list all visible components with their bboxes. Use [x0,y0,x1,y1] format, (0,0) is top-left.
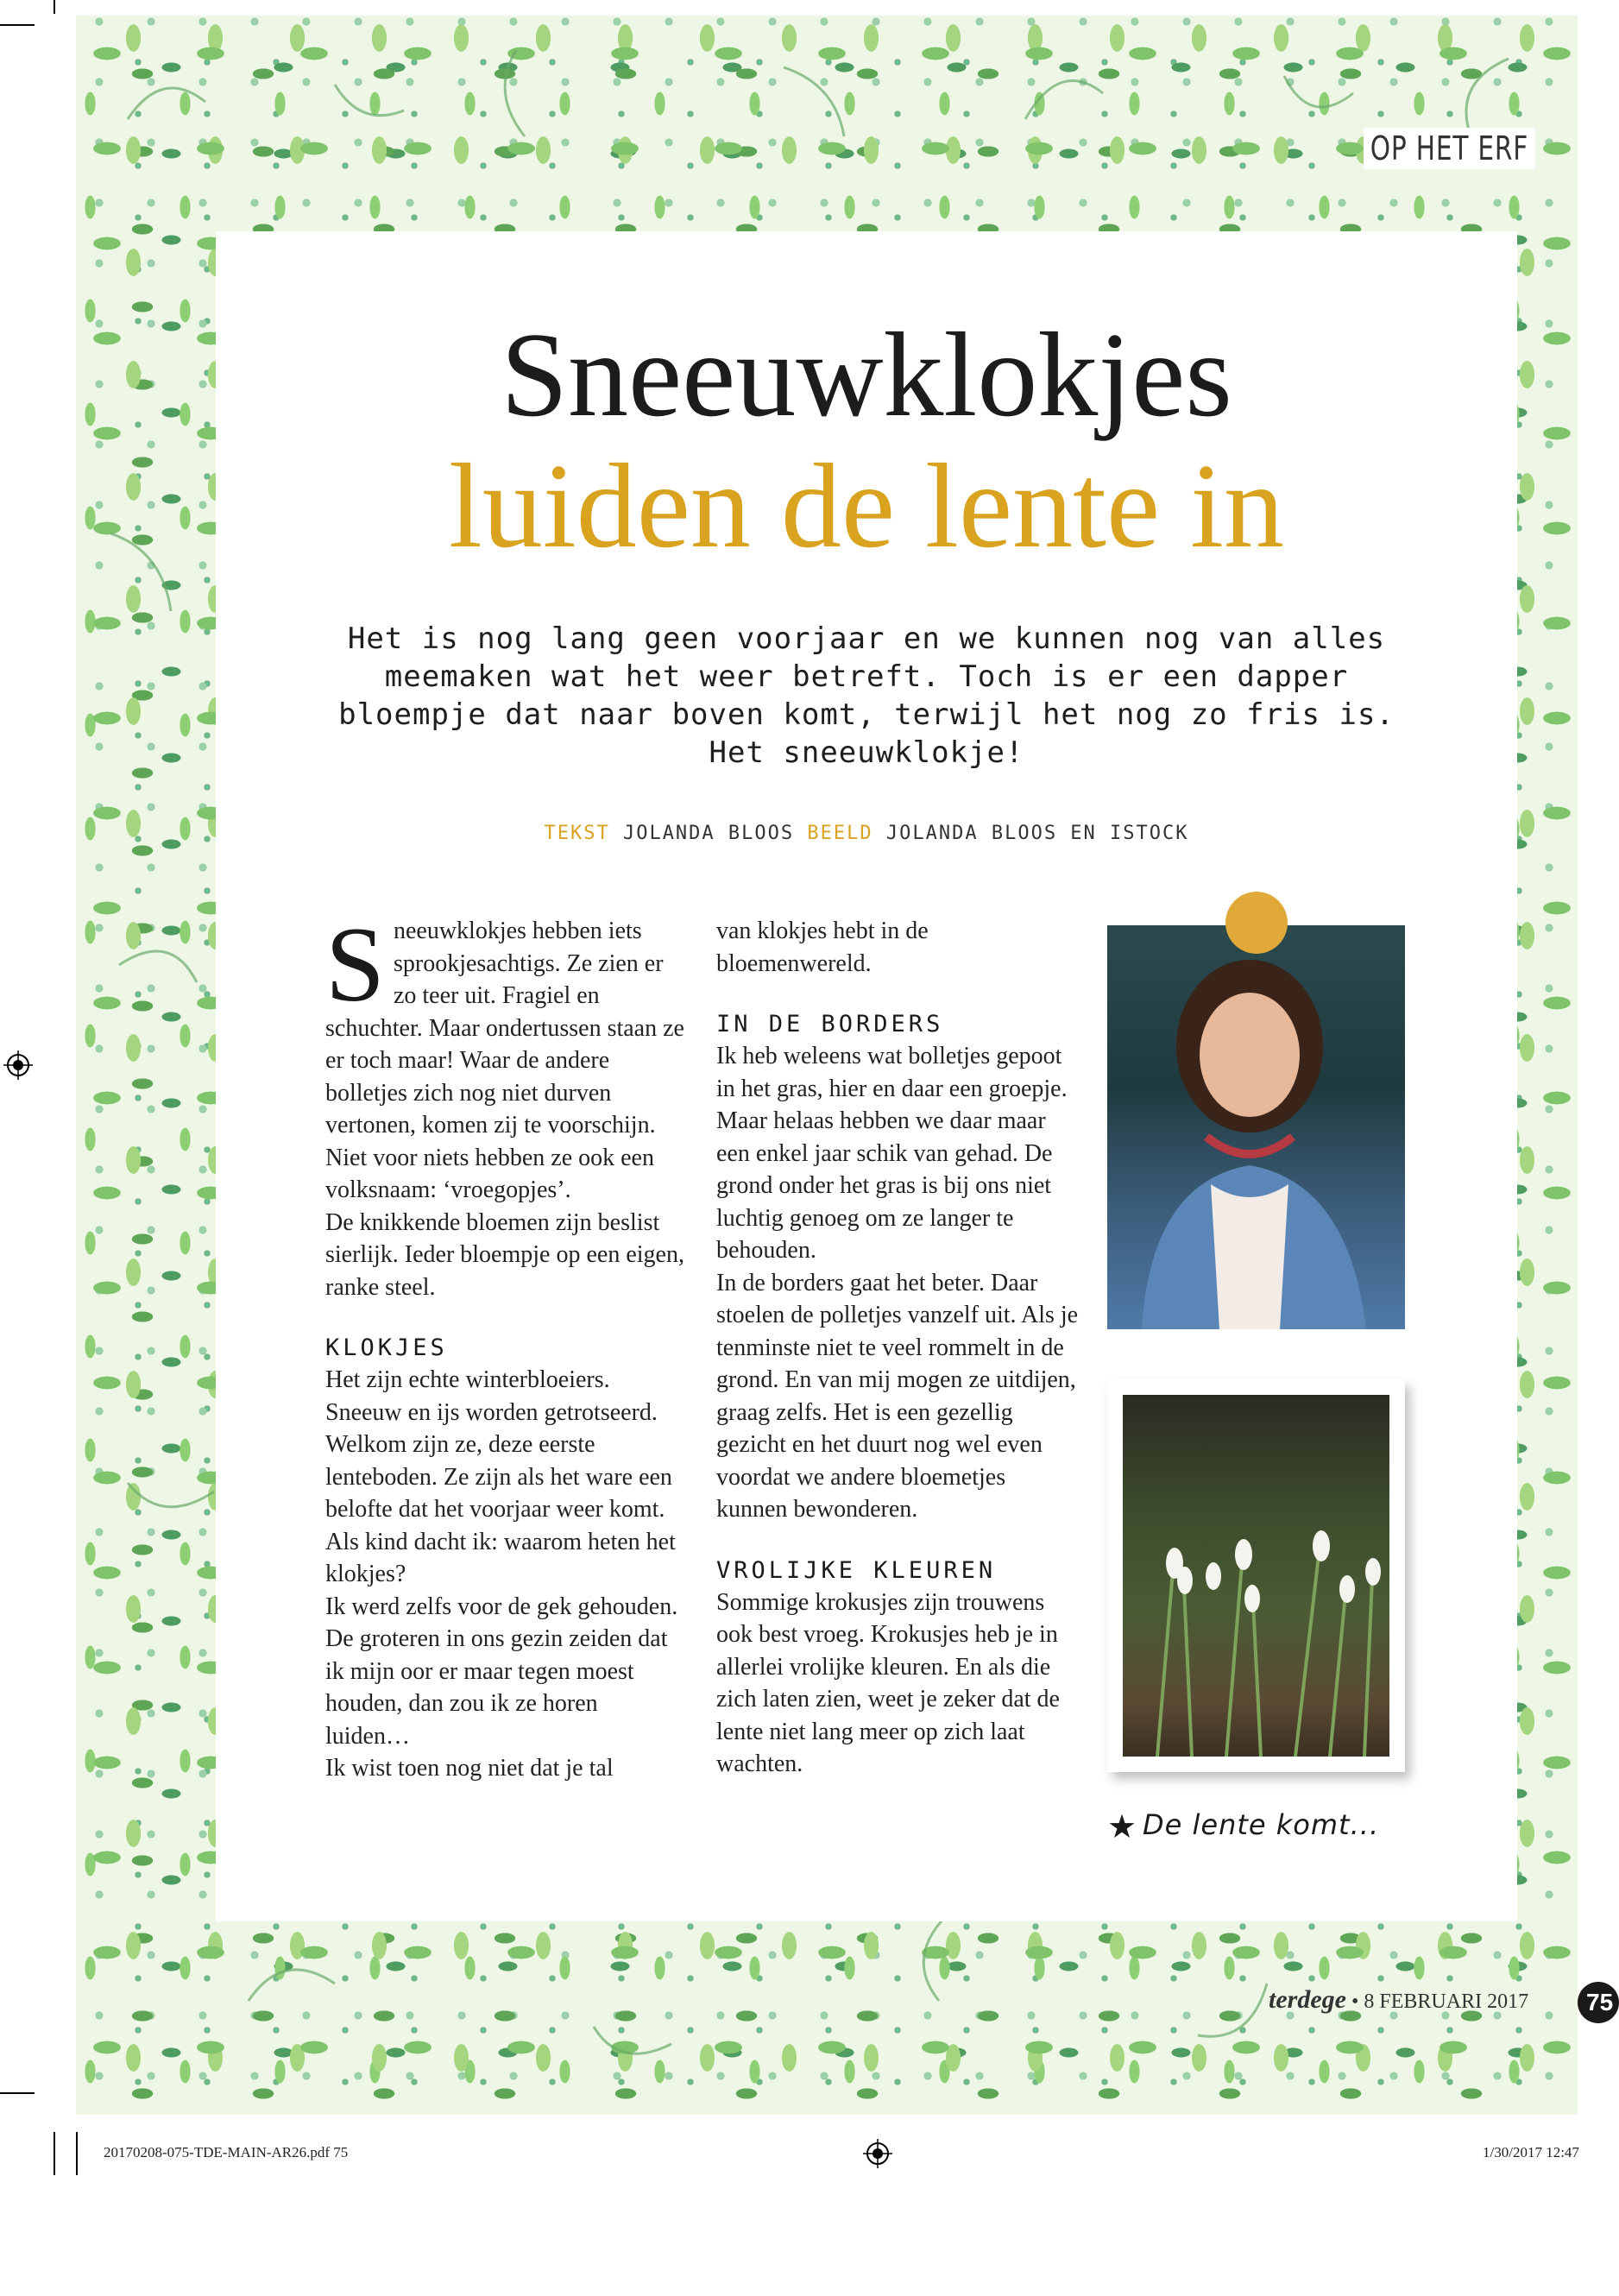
footer-separator-dot: • [1351,1990,1364,2013]
print-slug-filename: 20170208-075-TDE-MAIN-AR26.pdf 75 [104,2144,349,2160]
drop-cap: S [325,905,385,1024]
subheading-in-de-borders: IN DE BORDERS [716,1011,944,1038]
credits-line [216,823,1517,844]
credits-image-label: BEELD [807,823,873,844]
portrait-illustration [1107,925,1405,1329]
author-portrait-photo [1107,925,1405,1329]
paragraph [325,905,688,1207]
article-column-1 [325,905,688,1785]
snowdrop-photo [1123,1395,1389,1757]
headline-line-1: Sneeuwklokjes [501,308,1232,442]
decorative-dot [1225,892,1288,954]
snowdrop-photo-frame [1107,1379,1405,1772]
subheading-vrolijke-kleuren: VROLIJKE KLEUREN [716,1556,997,1584]
credits-text-label: TEKST [544,823,610,844]
crop-mark [54,2132,55,2175]
page-footer [1269,1985,1528,2015]
intro-lead: Het is nog lang geen voorjaar en we kunnen nog van alles meemaken wat het weer betreft. Toch is er een dapper bloempje dat naar boven komt, terwijl het nog zo fris is. Het sneeuwklokje! [338,621,1395,770]
credits-image-author: JOLANDA BLOOS EN ISTOCK [885,823,1189,844]
paragraph: In de borders gaat het beter. Daar stoelen de polletjes vanzelf uit. Als je tenminste niet te veel rommelt in de grond. En van mij mogen ze uitdijen, graag zelfs. Het is een gezellig gezicht en het duurt nog wel even voordat we andere bloemetjes kunnen bewonderen. [716,1269,1079,1523]
photo-caption: De lente komt... [1143,1808,1380,1841]
paragraph: Het zijn echte winterbloeiers. Sneeuw en ijs worden getrotseerd. Welkom zijn ze, deze eerste lenteboden. Ze zijn als het ware een belofte dat het voorjaar weer komt. [325,1366,672,1523]
registration-mark-icon [863,2139,892,2168]
paragraph: De knikkende bloemen zijn beslist sierlijk. Ieder bloempje op een eigen, ranke steel. [325,1208,684,1301]
article-column-2 [716,915,1079,1781]
magazine-brand: terdege [1269,1985,1346,2014]
paragraph: Ik heb weleens wat bolletjes gepoot in het gras, hier en daar een groepje. Maar helaas hebben we daar maar een enkel jaar schik van gehad. De grond onder het gras is bij ons niet luchtig genoeg om ze langer te behouden. [716,1043,1068,1264]
star-icon: ★ [1107,1807,1137,1845]
crop-mark [0,24,35,26]
subheading-klokjes: KLOKJES [325,1334,448,1361]
paragraph: Als kind dacht ik: waarom heten het klokjes? [325,1528,676,1587]
registration-mark-icon [3,1050,33,1080]
paragraph: Sommige krokusjes zijn trouwens ook best vroeg. Krokusjes heb je in allerlei vrolijke kleuren. En als die zich laten zien, weet je zeker dat de lente niet lang meer op zich laat wachten. [716,1588,1060,1777]
section-tag: OP HET ERF [1364,128,1535,169]
paragraph-text: neeuwklokjes hebben iets sprookjesachtigs. Ze zien er zo teer uit. Fragiel en schuchter. Maar ondertussen staan ze er toch maar! Waar de andere bolletjes zich nog niet durven vertonen, komen zij te voorschijn. Niet voor niets hebben ze ook een volksnaam: ‘vroegopjes’. [325,918,684,1203]
print-slug-timestamp: 1/30/2017 12:47 [1483,2144,1579,2160]
crop-mark [0,2092,35,2094]
paragraph: Ik werd zelfs voor de gek gehouden. De groteren in ons gezin zeiden dat ik mijn oor er maar tegen moest houden, dan zou ik ze horen luiden… [325,1593,678,1750]
crop-mark [76,2132,78,2175]
issue-date: 8 FEBRUARI 2017 [1364,1990,1529,2013]
paragraph: Ik wist toen nog niet dat je tal [325,1755,614,1782]
credits-text-author: JOLANDA BLOOS [622,823,795,844]
headline-line-2: luiden de lente in [448,439,1285,573]
crop-mark [54,0,55,14]
paragraph: van klokjes hebt in de bloemenwereld. [716,918,929,977]
page-number: 75 [1578,1982,1619,2023]
snowdrop-illustration [1123,1395,1389,1757]
